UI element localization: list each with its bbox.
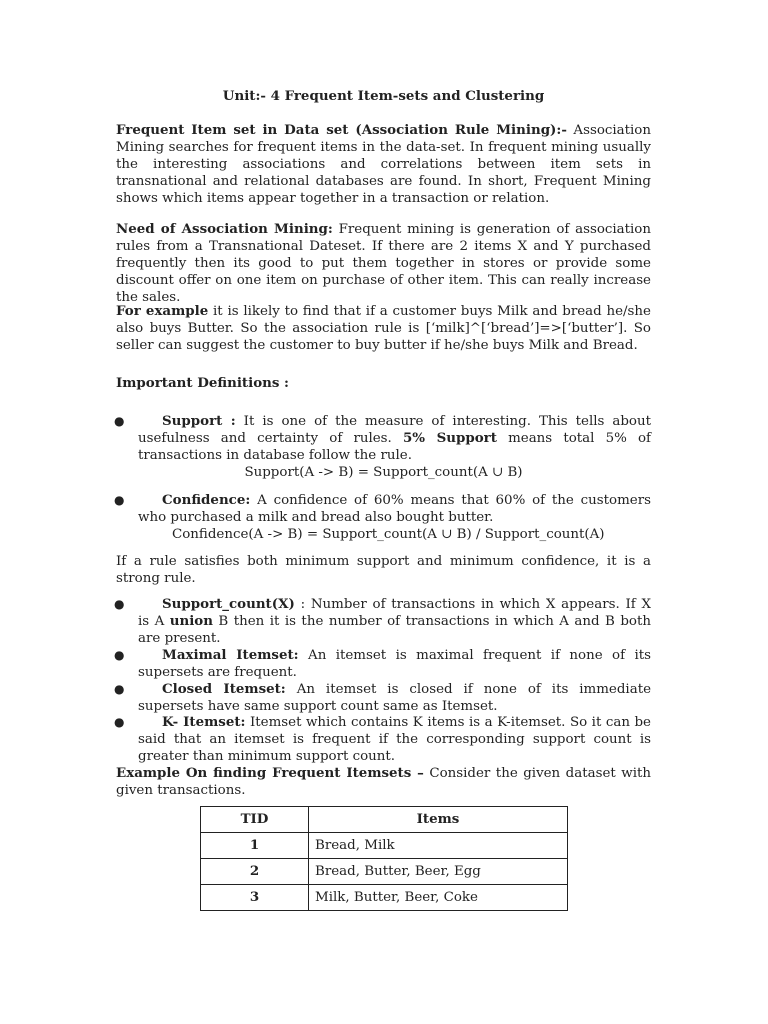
- paragraph-example: [116, 303, 651, 354]
- page-title: Unit:- 4 Frequent Item-sets and Clustering: [222, 88, 545, 104]
- paragraph-example-itemsets: [116, 765, 651, 799]
- cell-items: Milk, Butter, Beer, Coke: [309, 885, 568, 911]
- k-itemset-term: K- Itemset:: [162, 714, 246, 730]
- cell-tid: 2: [201, 859, 309, 885]
- support-desc-before: It is one of the measure of interesting. This tells about usefulness and certainty of rules.: [138, 414, 651, 446]
- text-example: it is likely to find that if a customer buys Milk and bread he/she also buys Butter. So the association rule is [‘milk]^[‘bread’]=>[‘butter’]. So seller can suggest the customer to buy butter if he/she buys Milk and Bread.: [116, 304, 651, 353]
- cell-tid: 1: [201, 833, 309, 859]
- cell-tid: 3: [201, 885, 309, 911]
- paragraph-need: [116, 221, 651, 306]
- closed-term: Closed Itemset:: [162, 681, 286, 697]
- support-count-bold: union: [169, 613, 213, 629]
- support-bold: 5% Support: [402, 430, 497, 446]
- confidence-term: Confidence:: [162, 492, 251, 508]
- heading-frequent-itemset: Frequent Item set in Data set (Association Rule Mining):-: [116, 122, 567, 138]
- bullet-icon: ●: [114, 648, 125, 662]
- bullet-icon: ●: [114, 597, 125, 611]
- table-row: [201, 859, 568, 885]
- k-itemset-text: [138, 714, 651, 765]
- paragraph-strong-rule: If a rule satisfies both minimum support and minimum confidence, it is a strong rule.: [116, 554, 651, 586]
- bullet-icon: ●: [114, 493, 125, 507]
- text-need: Frequent mining is generation of association rules from a Transnational Dateset. If there are 2 items X and Y purchased frequently then its good to put them together in stores or provide some discount offer on one item on purchase of other item. This can really increase the sales.: [116, 222, 651, 305]
- bullet-icon: ●: [114, 715, 125, 729]
- table-header-row: [201, 807, 568, 833]
- k-itemset-desc: Itemset which contains K items is a K-itemset. So it can be said that an itemset is frequent if the corresponding support count is greater than minimum support count.: [138, 715, 651, 764]
- support-count-desc-after: B then it is the number of transactions in which A and B both are present.: [138, 614, 651, 646]
- table-row: [201, 833, 568, 859]
- maximal-desc: An itemset is maximal frequent if none of its supersets are frequent.: [138, 648, 651, 680]
- support-term: Support :: [162, 413, 236, 429]
- bullet-icon: ●: [114, 682, 125, 696]
- support-text: [138, 413, 651, 464]
- cell-items: Bread, Butter, Beer, Egg: [309, 859, 568, 885]
- text-example-itemsets: Consider the given dataset with given transactions.: [116, 766, 651, 798]
- paragraph-frequent-itemset: [116, 122, 651, 207]
- column-header-items: Items: [309, 807, 568, 833]
- confidence-desc: A confidence of 60% means that 60% of the customers who purchased a milk and bread also bought butter.: [138, 493, 651, 525]
- heading-example: For example: [116, 303, 209, 319]
- confidence-formula: Confidence(A -> B) = Support_count(A ∪ B) / Support_count(A): [172, 527, 605, 542]
- heading-definitions: Important Definitions :: [116, 375, 289, 391]
- closed-text: [138, 681, 651, 715]
- heading-example-itemsets: Example On finding Frequent Itemsets –: [116, 765, 424, 781]
- table-row: [201, 885, 568, 911]
- text-frequent-itemset: Association Mining searches for frequent items in the data-set. In frequent mining usually the interesting associations and correlations between item sets in transnational and relational databases are found. In short, Frequent Mining shows which items appear together in a transaction or relation.: [116, 123, 651, 206]
- maximal-text: [138, 647, 651, 681]
- support-desc-after: means total 5% of transactions in database follow the rule.: [138, 431, 652, 463]
- bullet-icon: ●: [114, 414, 125, 428]
- transactions-table: [200, 806, 568, 911]
- support-formula: Support(A -> B) = Support_count(A ∪ B): [244, 465, 523, 480]
- confidence-text: [138, 492, 651, 526]
- maximal-term: Maximal Itemset:: [162, 647, 299, 663]
- support-count-text: [138, 596, 651, 647]
- support-count-desc-before: : Number of transactions in which X appears. If X is A: [138, 597, 651, 629]
- cell-items: Bread, Milk: [309, 833, 568, 859]
- support-count-term: Support_count(X): [162, 596, 295, 612]
- column-header-tid: TID: [201, 807, 309, 833]
- heading-need: Need of Association Mining:: [116, 221, 333, 237]
- closed-desc: An itemset is closed if none of its immediate supersets have same support count same as Itemset.: [138, 682, 652, 714]
